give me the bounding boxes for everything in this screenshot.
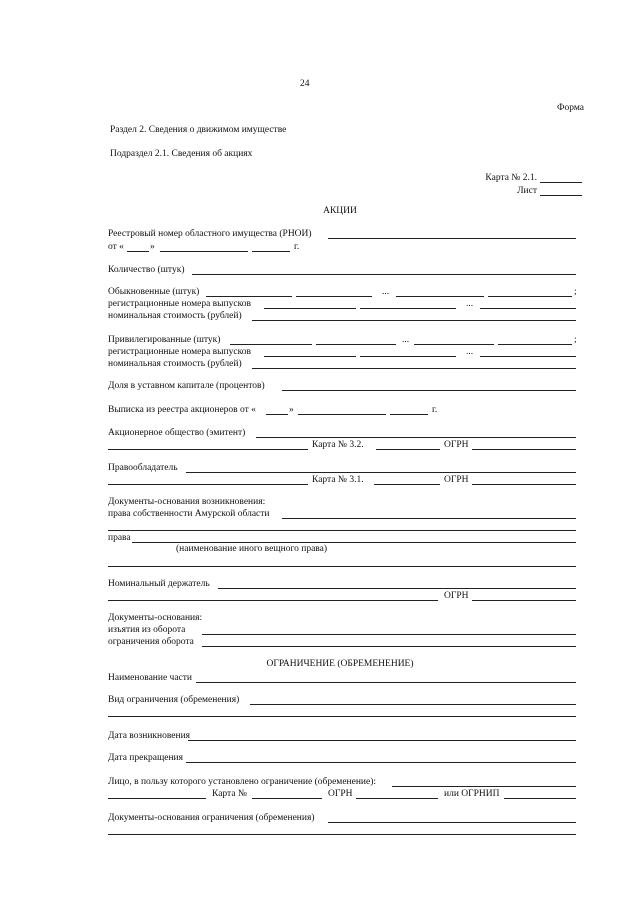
ownership-field-2[interactable]	[108, 530, 576, 531]
beneficiary-card-label: Карта №	[212, 789, 247, 799]
sheet-label: Лист	[517, 186, 537, 196]
issuer-ogrn-label: ОГРН	[444, 440, 469, 450]
rnoi-year-field[interactable]	[252, 251, 290, 252]
preferred-field-2[interactable]	[316, 344, 396, 345]
restriction-docs-field[interactable]	[328, 822, 576, 823]
extract-year-field[interactable]	[390, 414, 428, 415]
ordinary-reg-field-3[interactable]	[480, 308, 576, 309]
preferred-reg-field-3[interactable]	[480, 356, 576, 357]
part-name-field[interactable]	[196, 682, 576, 683]
rnoi-field[interactable]	[328, 238, 576, 239]
preferred-reg-field-1[interactable]	[264, 356, 356, 357]
extract-label: Выписка из реестра акционеров от «	[108, 405, 256, 415]
rnoi-label: Реестровый номер областного имущества (РНОИ)	[108, 229, 312, 239]
nominee-field[interactable]	[218, 588, 576, 589]
preferred-label: Привилегированные (штук)	[108, 335, 221, 345]
quantity-label: Количество (штук)	[108, 265, 185, 275]
nominee-label: Номинальный держатель	[108, 579, 210, 589]
ordinary-nominal-field[interactable]	[252, 320, 576, 321]
nominee-field-2[interactable]	[108, 600, 438, 601]
restriction-type-label: Вид ограничения (обременения)	[108, 695, 240, 705]
holder-card-field[interactable]	[374, 484, 440, 485]
card-label: Карта № 2.1.	[485, 173, 537, 183]
share-field[interactable]	[282, 390, 576, 391]
withdrawal-label: изъятия из оборота	[108, 625, 186, 635]
extract-close: »	[289, 405, 294, 415]
subsection-title: Подраздел 2.1. Сведения об акциях	[110, 149, 253, 159]
extract-month-field[interactable]	[298, 414, 386, 415]
quantity-field[interactable]	[192, 274, 576, 275]
restriction-type-field-2[interactable]	[108, 716, 576, 717]
document-title: АКЦИИ	[323, 206, 357, 216]
from-open: от «	[108, 242, 124, 252]
form-label: Форма	[556, 103, 584, 113]
preferred-field-1[interactable]	[230, 344, 312, 345]
extract-day-field[interactable]	[266, 414, 288, 415]
restriction-docs-label: Документы-основания ограничения (обременения)	[108, 813, 315, 823]
beneficiary-ogrn-label: ОГРН	[328, 789, 353, 799]
beneficiary-ogrnip-field[interactable]	[504, 798, 576, 799]
holder-field[interactable]	[186, 472, 576, 473]
ordinary-field-4[interactable]	[488, 296, 572, 297]
preferred-nominal-label: номинальная стоимость (рублей)	[108, 359, 242, 369]
section-title: Раздел 2. Сведения о движимом имуществе	[110, 125, 287, 135]
beneficiary-ogrn-field[interactable]	[356, 798, 438, 799]
preferred-reg-label: регистрационные номера выпусков	[108, 347, 251, 357]
card-number-line[interactable]	[540, 182, 582, 183]
holder-ogrn-field[interactable]	[472, 484, 576, 485]
date-start-field[interactable]	[188, 740, 576, 741]
ownership-label: права собственности Амурской области	[108, 509, 270, 519]
extract-year-suffix: г.	[432, 405, 438, 415]
beneficiary-field-2[interactable]	[108, 798, 206, 799]
issuer-card-label: Карта № 3.2.	[312, 440, 364, 450]
issuer-ogrn-field[interactable]	[472, 449, 576, 450]
ordinary-reg-field-2[interactable]	[360, 308, 456, 309]
share-label: Доля в уставном капитале (процентов)	[108, 381, 265, 391]
ordinary-reg-field-1[interactable]	[264, 308, 356, 309]
ordinary-field-2[interactable]	[296, 296, 372, 297]
ordinary-semicolon: ;	[574, 287, 577, 297]
date-end-label: Дата прекращения	[108, 753, 184, 763]
beneficiary-ogrnip-label: или ОГРНИП	[444, 789, 500, 799]
from-close: »	[150, 242, 155, 252]
date-start-label: Дата возникновения	[108, 731, 191, 741]
rights-label: права	[108, 533, 131, 543]
withdrawal-field[interactable]	[202, 634, 576, 635]
part-name-label: Наименование части	[108, 673, 193, 683]
ordinary-ellipsis: ...	[382, 287, 390, 297]
beneficiary-field[interactable]	[392, 786, 576, 787]
holder-card-label: Карта № 3.1.	[312, 475, 364, 485]
restriction-title: ОГРАНИЧЕНИЕ (ОБРЕМЕНЕНИЕ)	[266, 659, 414, 669]
preferred-semicolon: ;	[574, 335, 577, 345]
holder-ogrn-label: ОГРН	[444, 475, 469, 485]
nominee-ogrn-field[interactable]	[472, 600, 576, 601]
restriction-turnover-label: ограничения оборота	[108, 637, 194, 647]
ownership-field[interactable]	[282, 518, 576, 519]
preferred-reg-field-2[interactable]	[360, 356, 456, 357]
rights-field-2[interactable]	[108, 566, 576, 567]
restriction-type-field[interactable]	[250, 704, 576, 705]
preferred-field-3[interactable]	[414, 344, 494, 345]
date-end-field[interactable]	[186, 762, 576, 763]
issuer-field[interactable]	[256, 437, 576, 438]
issuer-card-field[interactable]	[376, 449, 440, 450]
ordinary-nominal-label: номинальная стоимость (рублей)	[108, 311, 242, 321]
issuer-field-2[interactable]	[108, 449, 308, 450]
holder-field-2[interactable]	[108, 484, 308, 485]
ordinary-reg-label: регистрационные номера выпусков	[108, 299, 251, 309]
issuer-label: Акционерное общество (эмитент)	[108, 428, 246, 438]
rnoi-month-field[interactable]	[160, 251, 248, 252]
preferred-reg-ellipsis: ...	[466, 347, 474, 357]
preferred-field-4[interactable]	[498, 344, 572, 345]
ordinary-label: Обыкновенные (штук)	[108, 287, 200, 297]
preferred-ellipsis: ...	[402, 335, 410, 345]
beneficiary-card-field[interactable]	[252, 798, 322, 799]
nominee-ogrn-label: ОГРН	[444, 591, 469, 601]
ordinary-field-3[interactable]	[396, 296, 484, 297]
year-suffix: г.	[294, 242, 300, 252]
restriction-docs-field-2[interactable]	[108, 834, 576, 835]
holder-label: Правообладатель	[108, 463, 178, 473]
docs-origin-label: Документы-основания возникновения:	[108, 497, 266, 507]
docs-label: Документы-основания:	[108, 613, 203, 623]
rnoi-day-field[interactable]	[127, 251, 149, 252]
preferred-nominal-field[interactable]	[252, 368, 576, 369]
sheet-number-line[interactable]	[540, 195, 582, 196]
page-number: 24	[300, 79, 310, 89]
other-right-hint: (наименование иного вещного права)	[176, 544, 328, 554]
ordinary-reg-ellipsis: ...	[466, 299, 474, 309]
restriction-turnover-field[interactable]	[202, 646, 576, 647]
beneficiary-label: Лицо, в пользу которого установлено ограничение (обременение):	[108, 777, 377, 787]
ordinary-field-1[interactable]	[206, 296, 292, 297]
